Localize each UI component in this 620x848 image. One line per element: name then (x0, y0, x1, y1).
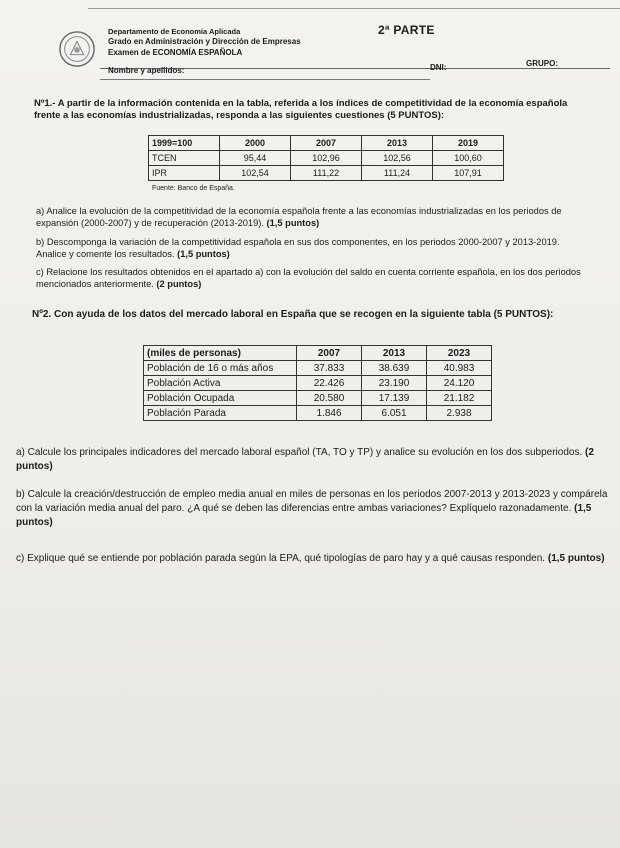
question-2c-text: c) Explique qué se entiende por población parada según la EPA, qué tipologías de paro hay y a qué causas responden. (16, 553, 546, 564)
question-1a-text: a) Analice la evolución de la competitividad de la economía española frente a las economías industrializadas en los periodos de expansión (2000-2007) y de recuperación (2013-2019). (36, 206, 562, 228)
question-1b-points: (1,5 puntos) (177, 249, 230, 259)
university-seal-icon (58, 30, 96, 68)
name-underline (100, 79, 430, 80)
question-2a (16, 446, 612, 474)
question-1b-text: b) Descomponga la variación de la competitividad española en sus dos componentes, en los periodos 2000-2007 y 2013-2019. Analice y comente los resultados. (36, 237, 560, 259)
table-cell: (miles de personas) (144, 346, 297, 361)
table-cell: 100,60 (433, 151, 504, 166)
table-cell: 2007 (291, 136, 362, 151)
part-label: 2ª PARTE (378, 23, 435, 37)
group-label: GRUPO: (526, 59, 558, 68)
table-cell: Población Parada (144, 406, 297, 421)
table-row (149, 151, 504, 166)
department-name: Departamento de Economía Aplicada (108, 27, 241, 36)
table-cell: 1.846 (297, 406, 362, 421)
table-cell: 111,24 (362, 166, 433, 181)
table-cell: 24.120 (427, 376, 492, 391)
question-1a (36, 205, 592, 229)
table-cell: 102,56 (362, 151, 433, 166)
table-cell: 6.051 (362, 406, 427, 421)
degree-name: Grado en Administración y Dirección de Empresas (108, 37, 301, 46)
question-2c (16, 552, 616, 566)
table-header-row (144, 346, 492, 361)
table-cell: 23.190 (362, 376, 427, 391)
table-row (144, 376, 492, 391)
table-cell: TCEN (149, 151, 220, 166)
exam-title: Examen de ECONOMÍA ESPAÑOLA (108, 48, 243, 57)
table-cell: 2000 (220, 136, 291, 151)
table-cell: 2007 (297, 346, 362, 361)
table-cell: 107,91 (433, 166, 504, 181)
question-1c-text: c) Relacione los resultados obtenidos en el apartado a) con la evolución del saldo en cuenta corriente española, en los dos periodos mencionados anteriormente. (36, 267, 581, 289)
table-cell: 38.639 (362, 361, 427, 376)
table-cell: 2019 (433, 136, 504, 151)
table-cell: 111,22 (291, 166, 362, 181)
question-2-title: Nº2. Con ayuda de los datos del mercado laboral en España que se recogen en la siguiente tabla (5 PUNTOS): (32, 309, 554, 320)
table-cell: 37.833 (297, 361, 362, 376)
table-cell: 102,96 (291, 151, 362, 166)
table-cell: Población Activa (144, 376, 297, 391)
question-2b (16, 488, 616, 530)
table-row (149, 166, 504, 181)
table-row (144, 361, 492, 376)
table-cell: 2023 (427, 346, 492, 361)
question-2c-points: (1,5 puntos) (547, 553, 605, 564)
table-cell: IPR (149, 166, 220, 181)
table-row (144, 391, 492, 406)
top-border-line (88, 8, 620, 9)
table-source: Fuente: Banco de España. (152, 185, 235, 192)
table-cell: 2013 (362, 346, 427, 361)
question-2a-text: a) Calcule los principales indicadores del mercado laboral español (TA, TO y TP) y analice su evolución en los dos subperiodos. (16, 447, 583, 458)
dni-label: DNI: (430, 63, 447, 72)
table-cell: 21.182 (427, 391, 492, 406)
name-label: Nombre y apellidos: (108, 66, 185, 75)
table-cell: 2013 (362, 136, 433, 151)
labour-market-table (143, 345, 492, 421)
table-cell: 102,54 (220, 166, 291, 181)
table-cell: 2.938 (427, 406, 492, 421)
table-header-row (149, 136, 504, 151)
question-1-intro: Nº1.- A partir de la información contenida en la tabla, referida a los índices de competitividad de la economía española frente a las economías industrializadas, responda a las siguientes cuestiones (5 PUNTOS): (34, 98, 568, 121)
table-cell: 40.983 (427, 361, 492, 376)
question-2b-text: b) Calcule la creación/destrucción de empleo media anual en miles de personas en los periodos 2007-2013 y 2013-2023 y compárela con la variación media anual del paro. ¿A qué se deben las diferencias entre ambas variaciones? Explíquelo razonadamente. (16, 489, 608, 514)
table-cell: Población de 16 o más años (144, 361, 297, 376)
table-cell: 95,44 (220, 151, 291, 166)
competitiveness-table (148, 135, 504, 181)
table-cell: 22.426 (297, 376, 362, 391)
table-row (144, 406, 492, 421)
question-1a-points: (1,5 puntos) (266, 218, 320, 228)
table-cell: 1999=100 (149, 136, 220, 151)
question-2a-points: (2 puntos) (16, 447, 594, 472)
table-cell: Población Ocupada (144, 391, 297, 406)
table-cell: 20.580 (297, 391, 362, 406)
question-1c (36, 266, 596, 290)
question-1b (36, 236, 592, 260)
question-2b-points: (1,5 puntos) (16, 503, 592, 528)
question-1c-points: (2 puntos) (156, 279, 202, 289)
table-cell: 17.139 (362, 391, 427, 406)
